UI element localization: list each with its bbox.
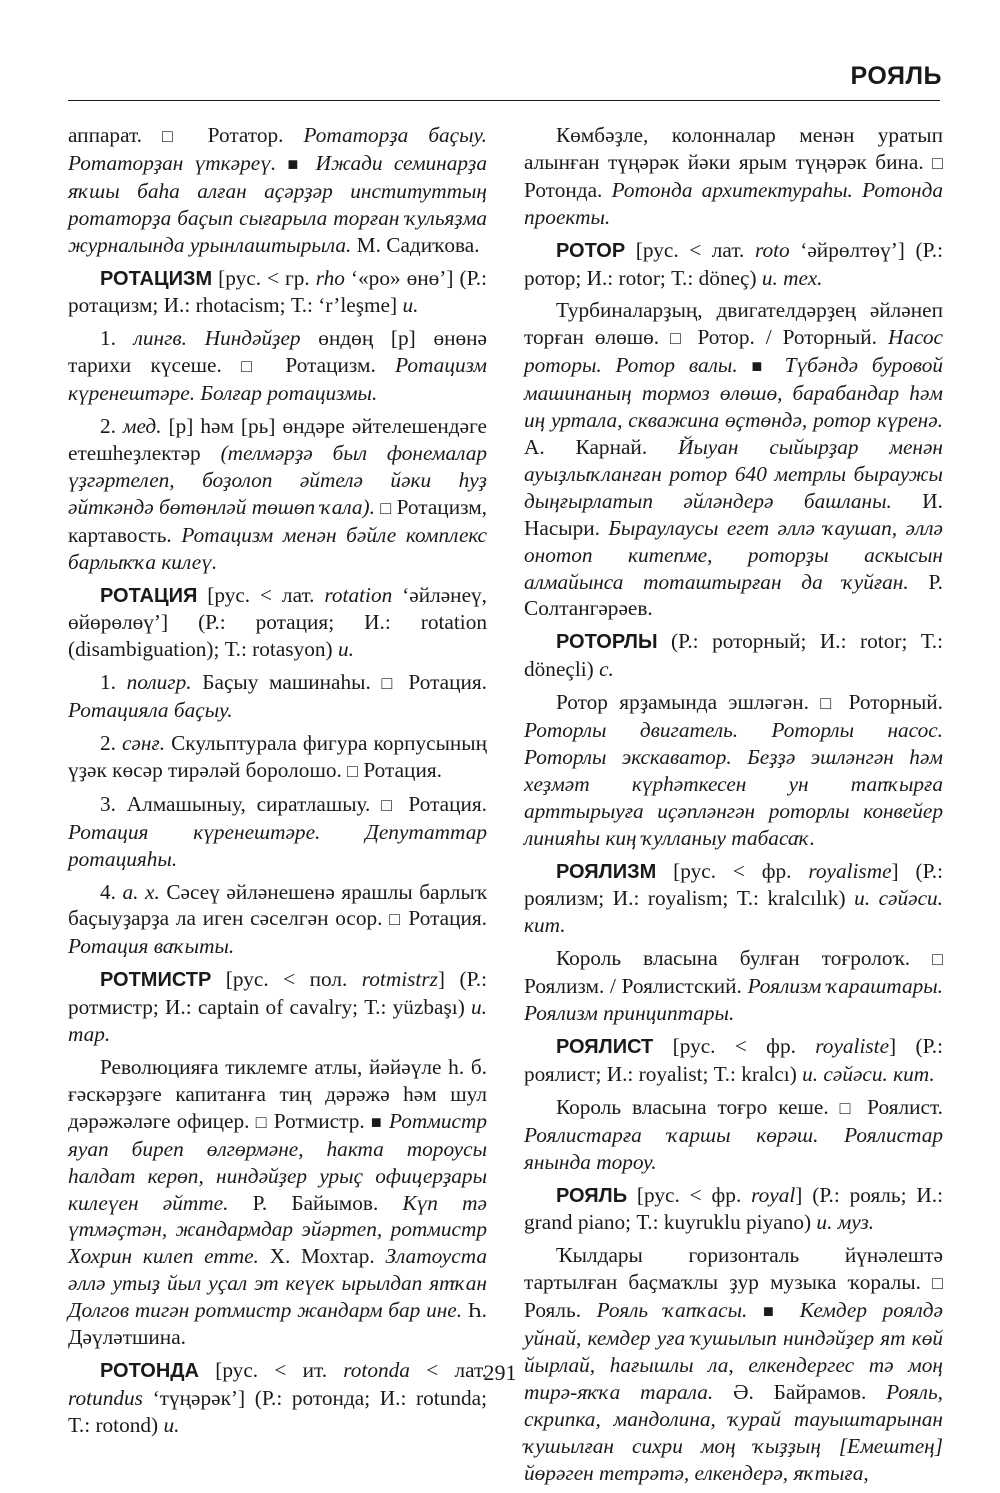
text-run: Ротация.: [401, 906, 487, 931]
text-run: и.: [337, 637, 354, 662]
square-marker-icon: □: [932, 1273, 943, 1294]
text-run: ] (Р.: роялист; И.: royalist; Т.: kralcı): [524, 1034, 943, 1086]
text-run: Турбиналарҙың, двигателдәрҙең әйләнеп торған өлөшө.: [524, 298, 943, 350]
right-paragraph: [524, 945, 943, 1027]
text-run: [рус. < пол.: [211, 967, 362, 992]
black-square-marker-icon: ■: [287, 153, 305, 174]
text-run: мед.: [122, 414, 162, 439]
right-paragraph: [524, 1182, 943, 1237]
text-run: Роялистарға ҡаршы көрәш. Роялистар янында тороу.: [524, 1122, 943, 1174]
text-run: [784, 1298, 800, 1322]
text-run: Роторлы двигатель. Роторлы насос. Роторлы экскаватор. Беҙҙә эшләнгән һәм хеҙмәт күрһәткесен ун тапҡырға арттырыуға иҫәпләнгән роторлы конвейер линияһы киң ҡулланыу табасаҡ.: [524, 718, 943, 850]
right-paragraph: [524, 1094, 943, 1176]
text-run: Роялизм. / Роялистский.: [524, 974, 748, 999]
text-run: и. тар.: [68, 995, 487, 1047]
text-run: 1.: [99, 670, 127, 695]
text-run: [рус. < фр.: [653, 1034, 816, 1058]
square-marker-icon: □: [380, 497, 392, 518]
text-run: М. Садиҡова.: [351, 232, 480, 257]
text-run: Насос роторы. Ротор валы.: [524, 325, 943, 378]
left-paragraph: [68, 582, 487, 664]
text-run: Быраулаусы егет әллә ҡаушап, әллә онотоп китепме, роторҙы аскысын алмайынса тоташтырған да ҡуйған.: [524, 515, 943, 594]
right-column: [524, 122, 943, 1493]
text-run: Ниндәйҙер: [204, 326, 301, 351]
text-run: Рояль ҡапҡасы.: [596, 1298, 748, 1323]
right-paragraph: [524, 858, 943, 940]
text-run: [747, 1298, 763, 1322]
right-paragraph: [524, 237, 943, 292]
left-paragraph: [68, 325, 487, 407]
text-run: өндөң [p] өнөнә тарихи күсеше.: [68, 326, 487, 378]
text-run: Ротонда.: [524, 177, 612, 202]
square-marker-icon: □: [162, 126, 188, 146]
text-run: [187, 326, 205, 350]
text-run: Златоуста әллә утыҙ йыл уҫал эт кеүек ырылдап ятҡан Долгов тигән ротмистр жандарм бар ине.: [68, 1244, 487, 1323]
black-square-marker-icon: ■: [370, 1111, 383, 1132]
left-paragraph: [68, 265, 487, 320]
left-paragraph: [68, 966, 487, 1048]
text-run: и. сәйәси. кит.: [802, 1061, 935, 1086]
left-paragraph: [68, 730, 487, 785]
text-run: Йыуан сыйырҙар менән ауыҙлыҡланған ротор 640 метрлы быраужы дыңғырлатып әйләндерә башланы.: [524, 434, 943, 513]
text-run: Король власына тоғро кеше.: [555, 1094, 840, 1119]
text-run: сәнғ.: [121, 731, 166, 756]
text-run: [р] һәм [рь] өндәре әйтелешендәге етешһеҙлектәр: [68, 414, 487, 465]
black-square-marker-icon: ■: [751, 356, 771, 377]
headword: РОЯЛИСТ: [555, 1036, 654, 1058]
text-run: [рус. < гр.: [212, 265, 316, 290]
text-run: [771, 353, 785, 377]
text-run: Ротацияла баҫыу.: [68, 698, 233, 723]
text-run: rotundus: [68, 1385, 143, 1410]
text-run: и.: [163, 1412, 180, 1437]
text-run: [рус. < лат.: [625, 237, 755, 262]
text-run: Ротор. / Роторный.: [686, 325, 888, 350]
page-number: 291: [483, 1360, 517, 1385]
text-run: rotonda: [343, 1357, 410, 1382]
text-run: ] (Р.: ротмистр; И.: captain of cavalry; Т.: yüzbaşı): [68, 967, 487, 1020]
left-paragraph: [68, 879, 487, 961]
text-run: Ротацизм, картавость.: [68, 494, 488, 547]
text-run: Ротатор.: [187, 123, 304, 147]
text-run: Ротацизм.: [266, 353, 396, 378]
left-paragraph: [68, 669, 487, 724]
text-run: < лат.: [409, 1357, 488, 1382]
text-run: Роторный.: [837, 690, 943, 715]
square-marker-icon: □: [839, 1097, 857, 1118]
text-run: И. Насыри.: [524, 488, 944, 540]
text-run: Һ. Дәүләтшина.: [68, 1298, 487, 1350]
headword: РОТАЦИЯ: [99, 584, 198, 607]
square-marker-icon: □: [932, 949, 943, 970]
text-run: Р. Байымов.: [228, 1190, 403, 1215]
text-run: roto: [754, 237, 790, 262]
text-run: Сәсеү әйләнешенә ярашлы барлыҡ баҫыуҙарҙа ла иген сәселгән осор.: [68, 879, 487, 931]
headword: РОЯЛЬ: [555, 1184, 628, 1207]
text-run: [рус. < лат.: [197, 582, 325, 607]
text-run: royal: [751, 1182, 796, 1207]
text-run: Көмбәҙле, колонналар менән уратып алынған түңәрәк йәки ярым түңәрәк бина.: [524, 123, 943, 174]
text-run: 2.: [99, 414, 123, 439]
header-rule: [68, 100, 940, 101]
text-run: royaliste: [815, 1034, 890, 1058]
square-marker-icon: □: [381, 794, 398, 815]
square-marker-icon: □: [381, 673, 398, 694]
text-run: Рояль.: [524, 1298, 597, 1323]
headword: РОТОР: [555, 239, 626, 262]
text-run: Баҫыу машинаһы.: [191, 670, 382, 695]
text-run: и. муз.: [816, 1210, 875, 1235]
square-marker-icon: □: [347, 760, 359, 781]
right-paragraph: [524, 122, 943, 231]
square-marker-icon: □: [932, 152, 943, 173]
text-run: Ротацизм менән бәйле комплекс барлыҡҡа килеү.: [68, 522, 488, 574]
text-run: Ротор ярҙамында эшләгән.: [555, 690, 821, 715]
text-run: ] (Р.: рояль; И.: grand piano; Т.: kuyruklu piyano): [524, 1182, 943, 1235]
text-run: Ротаторҙа баҫыу. Ротаторҙан үткәреү.: [68, 123, 487, 175]
text-run: Роялизм ҡараштары. Роялизм принциптары.: [524, 974, 943, 1026]
text-run: (Р.: роторный; И.: rotor; Т.: döneçli): [524, 629, 943, 682]
black-square-marker-icon: ■: [762, 1301, 785, 1322]
headword: РОТОРЛЫ: [555, 631, 658, 654]
headword: РОЯЛИЗМ: [555, 860, 657, 883]
text-run: royalisme: [808, 858, 892, 883]
text-run: 3. Алмашыныу, сиратлашыу.: [99, 791, 382, 816]
right-paragraph: [524, 628, 943, 683]
text-run: ‘«ро» өнө’] (Р.: ротацизм; И.: rhotacism; Т.: ‘r’leşme]: [68, 265, 487, 318]
text-run: Ротонда архитектураһы. Ротонда проекты.: [524, 177, 943, 229]
text-run: Ротация.: [397, 670, 488, 695]
left-paragraph: [68, 122, 487, 259]
text-run: Ротмистр.: [267, 1108, 371, 1133]
text-run: и.: [402, 293, 419, 318]
text-run: Ротмистр яуап биреп өлгөрмәне, һакта тороусы һалдат керөп, ниндәйҙер урыҫ офицерҙары килеүен әйтте.: [68, 1108, 487, 1215]
right-paragraph: [524, 297, 943, 622]
text-run: Революцияға тиклемге атлы, йәйәүле һ. б. ғәскәрҙәге капитанға тиң дәрәжә һәм шул дәрәжәләге офицер.: [68, 1055, 487, 1133]
square-marker-icon: □: [670, 328, 687, 349]
left-column: [68, 122, 487, 1445]
text-run: rho: [315, 265, 345, 290]
running-head: РОЯЛЬ: [850, 62, 942, 90]
text-run: Р. Солтангәрәев.: [524, 569, 943, 621]
text-run: Ә. Байрамов.: [713, 1379, 887, 1404]
text-run: лингв.: [133, 326, 187, 351]
text-run: [276, 151, 287, 175]
text-run: Кемдер роялдә уйнай, кемдер уға ҡушылып ниндәйҙер ят көй йырлай, һағышлы ла, елкендергес тә моң тирә-яҡҡа тарала.: [524, 1298, 943, 1404]
left-paragraph: [68, 413, 487, 575]
square-marker-icon: □: [255, 1111, 268, 1132]
text-run: Ротацизм күренештәре. Болғар ротацизмы.: [68, 353, 487, 406]
headword: РОТМИСТР: [99, 969, 212, 992]
text-run: аппарат.: [68, 123, 163, 147]
text-run: Рояль, скрипка, мандолина, ҡурай тауыштарынан ҡушылған сихри моң ҡыҙҙың [Емештең] йөрәген тетрәтә, елкендерә, яҡтыға,: [524, 1379, 943, 1485]
text-run: Ротация ваҡыты.: [68, 934, 235, 959]
text-run: Ротация.: [397, 791, 488, 816]
text-run: Роялист.: [856, 1094, 943, 1119]
text-run: 4.: [99, 879, 123, 904]
text-run: ‘түңәрәк’] (Р.: ротонда; И.: rotunda; Т.: rotond): [68, 1385, 487, 1437]
text-run: и. тех.: [761, 265, 823, 290]
text-run: 2.: [99, 731, 122, 756]
text-run: [рус. < ит.: [198, 1357, 344, 1382]
text-run: 1.: [99, 326, 134, 351]
text-run: Скульптурала фигура корпусының үҙәк көсәр тирәләй боролошо.: [68, 731, 488, 782]
text-run: Ротация.: [358, 757, 442, 782]
text-run: ‘әйләнеү, өйөрөлөү’] (Р.: ротация; И.: rotation (disambiguation); Т.: rotasyon): [68, 582, 487, 662]
left-paragraph: [68, 1054, 487, 1351]
text-run: Х. Мохтар.: [258, 1244, 386, 1269]
right-paragraph: [524, 689, 943, 851]
text-run: с.: [599, 657, 614, 682]
text-run: Ҡылдары горизонталь йүнәлештә тартылған баҫмаҡлы ҙур музыка ҡоралы.: [524, 1243, 943, 1295]
square-marker-icon: □: [820, 693, 838, 714]
text-run: полигр.: [126, 670, 192, 695]
text-run: и. сәйәси. кит.: [524, 886, 944, 938]
text-run: Күп тә үтмәҫтән, жандармдар эйәртеп, ротмистр Хохрин килеп етте.: [68, 1190, 487, 1269]
right-paragraph: [524, 1033, 943, 1088]
text-run: (телмәрҙә был фонемалар үҙгәртелеп, боҙолоп әйтелә йәки һуҙ әйткәндә бөтөнләй төшөп ҡала).: [68, 440, 487, 519]
headword: РОТОНДА: [99, 1359, 199, 1382]
text-run: Түбәндә буровой машинаның тормоз өлөшө, барабандар һәм иң уртала, скважина өҫтөндә, ротор күренә.: [524, 353, 943, 433]
text-run: ‘әйрөлтөү’] (Р.: ротор; И.: rotor; Т.: döneç): [524, 237, 943, 290]
text-run: Ротация күренештәре. Депутаттар ротацияһы.: [68, 819, 487, 871]
text-run: [рус. < фр.: [627, 1182, 752, 1207]
text-run: ] (Р.: роялизм; И.: royalism; Т.: kralcılık): [524, 858, 944, 911]
text-run: Король власына булған тоғролоҡ.: [555, 946, 933, 971]
text-run: А. Карнай.: [524, 434, 678, 459]
headword: РОТАЦИЗМ: [99, 267, 213, 290]
square-marker-icon: □: [389, 909, 402, 930]
left-paragraph: [68, 791, 487, 873]
square-marker-icon: □: [241, 356, 267, 377]
text-run: [304, 151, 315, 175]
text-run: [738, 353, 752, 377]
text-run: Ижади семинарҙа яҡшы баһа алған аҫәрҙәр институттың ротаторҙа баҫып сығарыла торған ҡульяҙма журналында урынлаштырыла.: [68, 150, 488, 257]
text-run: rotmistrz: [361, 967, 438, 992]
text-run: rotation: [324, 582, 393, 607]
text-run: а. х.: [122, 879, 160, 904]
text-run: [рус. < фр.: [656, 858, 809, 883]
